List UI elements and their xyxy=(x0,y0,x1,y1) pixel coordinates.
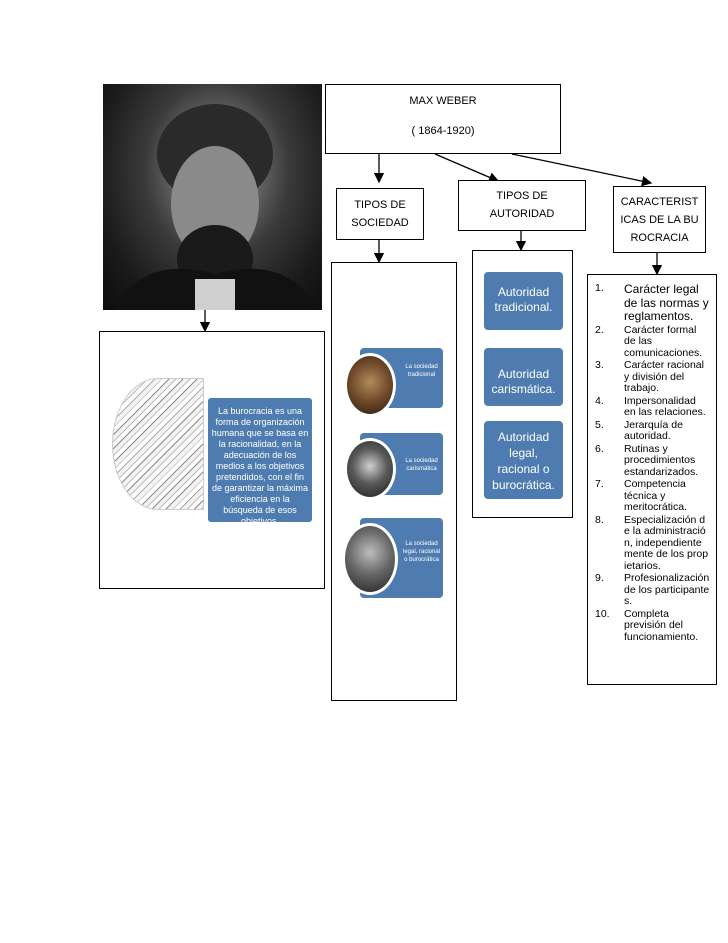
caracteristicas-title: CARACTERISTICAS DE LA BUROCRACIA xyxy=(620,196,699,244)
autoridad-tradicional-card xyxy=(484,272,563,330)
max-weber-portrait xyxy=(103,84,322,310)
tipos-sociedad-panel xyxy=(331,262,457,701)
list-item xyxy=(592,283,710,324)
caracteristicas-header xyxy=(613,186,706,253)
list-item-number: 4. xyxy=(595,394,604,407)
tipos-autoridad-title: TIPOS DE AUTORIDAD xyxy=(489,190,555,220)
list-item xyxy=(592,325,710,360)
portrait-silhouette-icon xyxy=(103,84,322,310)
list-item-text: Completa previsión del funcionamiento. xyxy=(624,607,699,643)
list-item-number: 8. xyxy=(595,513,604,526)
list-item-text: Especialización de la administración, independientemente de los propietarios. xyxy=(624,513,709,572)
autoridad-legal-label: Autoridad legal, racional o burocrática. xyxy=(492,430,555,492)
list-item-number: 2. xyxy=(595,323,604,336)
list-item xyxy=(592,609,710,644)
autoridad-tradicional-label: Autoridad tradicional. xyxy=(494,285,553,314)
sociedad-tradicional-label: La sociedad tradicional xyxy=(405,364,438,378)
autoridad-carismatica-label: Autoridad carismática. xyxy=(491,367,556,396)
title-years: ( 1864-1920) xyxy=(411,125,475,137)
sociedad-carismatica-label: La sociedad carismática xyxy=(405,458,438,472)
burocracia-illustration xyxy=(112,378,204,510)
sociedad-carismatica-photo xyxy=(344,438,396,500)
list-item xyxy=(592,444,710,479)
sociedad-legal-photo xyxy=(342,523,398,595)
list-item-number: 1. xyxy=(595,282,604,294)
tipos-autoridad-panel xyxy=(472,250,573,518)
list-item-text: Impersonalidad en las relaciones. xyxy=(624,394,706,418)
list-item-text: Carácter legal de las normas y reglamentos. xyxy=(624,282,709,323)
tipos-autoridad-header xyxy=(458,180,586,231)
list-item-text: Profesionalización de los participantes. xyxy=(624,572,710,607)
sociedad-legal-label: La sociedad legal, racional o burocrática xyxy=(402,541,441,563)
list-item-text: Rutinas y procedimientos estandarizados. xyxy=(624,442,699,478)
burocracia-definition: La burocracia es una forma de organización humana que se basa en la racionalidad, en la adecuación de los medios a los objetivos pretendidos, con el fin de garantizar la máxima eficiencia en la búsqueda de esos objetivos. xyxy=(211,406,309,526)
list-item xyxy=(592,573,710,608)
list-item-number: 3. xyxy=(595,359,604,371)
list-item-number: 7. xyxy=(595,478,604,490)
list-item xyxy=(592,479,710,514)
tipos-sociedad-header xyxy=(336,188,424,240)
title-box xyxy=(325,84,561,154)
list-item xyxy=(592,396,710,419)
list-item-text: Jerarquía de autoridad. xyxy=(624,418,683,442)
list-item xyxy=(592,515,710,573)
list-item-number: 5. xyxy=(595,418,604,431)
autoridad-carismatica-card xyxy=(484,348,563,406)
list-item-number: 10. xyxy=(595,607,610,620)
caracteristicas-panel xyxy=(587,274,717,685)
tipos-sociedad-title: TIPOS DE SOCIEDAD xyxy=(351,199,409,229)
caracteristicas-list xyxy=(592,283,710,644)
list-item-number: 6. xyxy=(595,442,604,455)
autoridad-legal-card xyxy=(484,421,563,499)
arrow-weber-to-autoridad xyxy=(435,154,498,181)
list-item xyxy=(592,420,710,443)
arrow-weber-to-caracteristicas xyxy=(512,154,651,183)
sociedad-tradicional-photo xyxy=(344,353,396,417)
list-item-text: Competencia técnica y meritocrática. xyxy=(624,478,688,513)
burocracia-definition-card xyxy=(208,398,312,526)
list-item xyxy=(592,360,710,395)
title-name: MAX WEBER xyxy=(409,95,477,107)
list-item-text: Carácter racional y división del trabajo. xyxy=(624,359,704,394)
burocracia-panel xyxy=(99,331,325,589)
list-item-number: 9. xyxy=(595,572,604,584)
list-item-text: Carácter formal de las comunicaciones. xyxy=(624,323,703,359)
